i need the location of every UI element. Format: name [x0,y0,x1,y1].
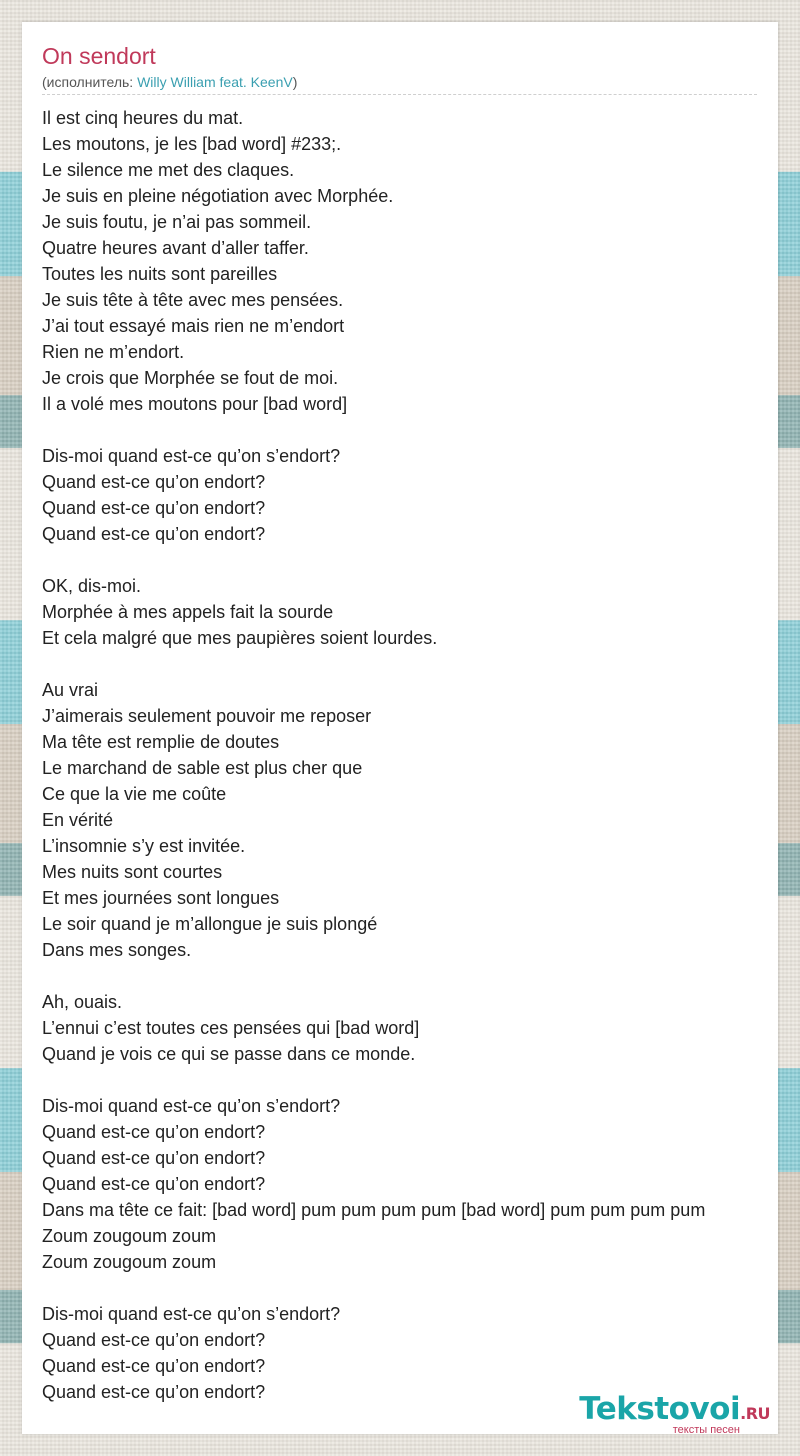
lyric-line: Dans ma tête ce fait: [bad word] pum pum pum pum [bad word] pum pum pum pum [42,1200,706,1220]
lyrics-card [22,22,778,1434]
lyric-line: Quand est-ce qu’on endort? [42,1382,266,1402]
song-title: On sendort [42,43,156,69]
lyric-line: Ah, ouais. [42,992,123,1012]
lyrics-stanza [42,573,800,651]
lyric-line: Zoum zougoum zoum [42,1252,217,1272]
lyric-line: Morphée à mes appels fait la sourde [42,602,334,622]
artist-suffix: ) [292,74,298,90]
lyric-line: Quand est-ce qu’on endort? [42,524,266,544]
artist-line [42,73,757,95]
lyric-line: Quand est-ce qu’on endort? [42,1356,266,1376]
lyric-line: Quand est-ce qu’on endort? [42,498,266,518]
lyric-line: Je crois que Morphée se fout de moi. [42,368,339,388]
lyric-line: OK, dis-moi. [42,576,142,596]
lyrics-stanza [42,989,800,1067]
lyric-line: En vérité [42,810,114,830]
lyric-line: L’ennui c’est toutes ces pensées qui [bad word] [42,1018,420,1038]
lyric-line: Il a volé mes moutons pour [bad word] [42,394,348,414]
site-logo[interactable] [579,1392,770,1436]
lyric-line: Zoum zougoum zoum [42,1226,217,1246]
lyric-line: Rien ne m’endort. [42,342,185,362]
lyric-line: Le marchand de sable est plus cher que [42,758,363,778]
artist-link[interactable]: Willy William feat. KeenV [137,74,293,90]
lyric-line: Il est cinq heures du mat. [42,108,244,128]
logo-tld: .RU [740,1404,770,1423]
lyric-line: Le silence me met des claques. [42,160,295,180]
lyric-line: J’ai tout essayé mais rien ne m’endort [42,316,345,336]
lyric-line: Je suis foutu, je n’ai pas sommeil. [42,212,312,232]
lyric-line: Quand est-ce qu’on endort? [42,472,266,492]
lyric-line: Le soir quand je m’allongue je suis plongé [42,914,378,934]
lyric-line: Et mes journées sont longues [42,888,280,908]
lyric-line: Je suis en pleine négotiation avec Morphée. [42,186,394,206]
lyric-line: Ma tête est remplie de doutes [42,732,280,752]
lyrics-body [42,105,800,1431]
lyrics-stanza [42,443,800,547]
lyrics-stanza [42,1301,800,1405]
lyric-line: Au vrai [42,680,99,700]
lyric-line: Quand je vois ce qui se passe dans ce monde. [42,1044,416,1064]
lyric-line: Quand est-ce qu’on endort? [42,1122,266,1142]
lyric-line: Dis-moi quand est-ce qu’on s’endort? [42,1096,341,1116]
lyric-line: Toutes les nuits sont pareilles [42,264,278,284]
lyric-line: L’insomnie s’y est invitée. [42,836,246,856]
logo-tagline: тексты песен [672,1424,740,1436]
lyric-line: Dis-moi quand est-ce qu’on s’endort? [42,446,341,466]
lyric-line: J’aimerais seulement pouvoir me reposer [42,706,372,726]
lyrics-stanza [42,677,800,963]
lyric-line: Quand est-ce qu’on endort? [42,1174,266,1194]
artist-prefix: (исполнитель: [42,74,138,90]
lyric-line: Quand est-ce qu’on endort? [42,1330,266,1350]
lyrics-stanza [42,1093,800,1275]
lyric-line: Quatre heures avant d’aller taffer. [42,238,309,258]
lyric-line: Ce que la vie me coûte [42,784,227,804]
lyric-line: Dis-moi quand est-ce qu’on s’endort? [42,1304,341,1324]
lyric-line: Mes nuits sont courtes [42,862,223,882]
lyric-line: Et cela malgré que mes paupières soient lourdes. [42,628,438,648]
logo-brand: Tekstovoi.RU [579,1391,770,1427]
lyric-line: Je suis tête à tête avec mes pensées. [42,290,344,310]
lyrics-stanza [42,105,800,417]
lyric-line: Quand est-ce qu’on endort? [42,1148,266,1168]
lyric-line: Les moutons, je les [bad word] #233;. [42,134,342,154]
lyric-line: Dans mes songes. [42,940,192,960]
